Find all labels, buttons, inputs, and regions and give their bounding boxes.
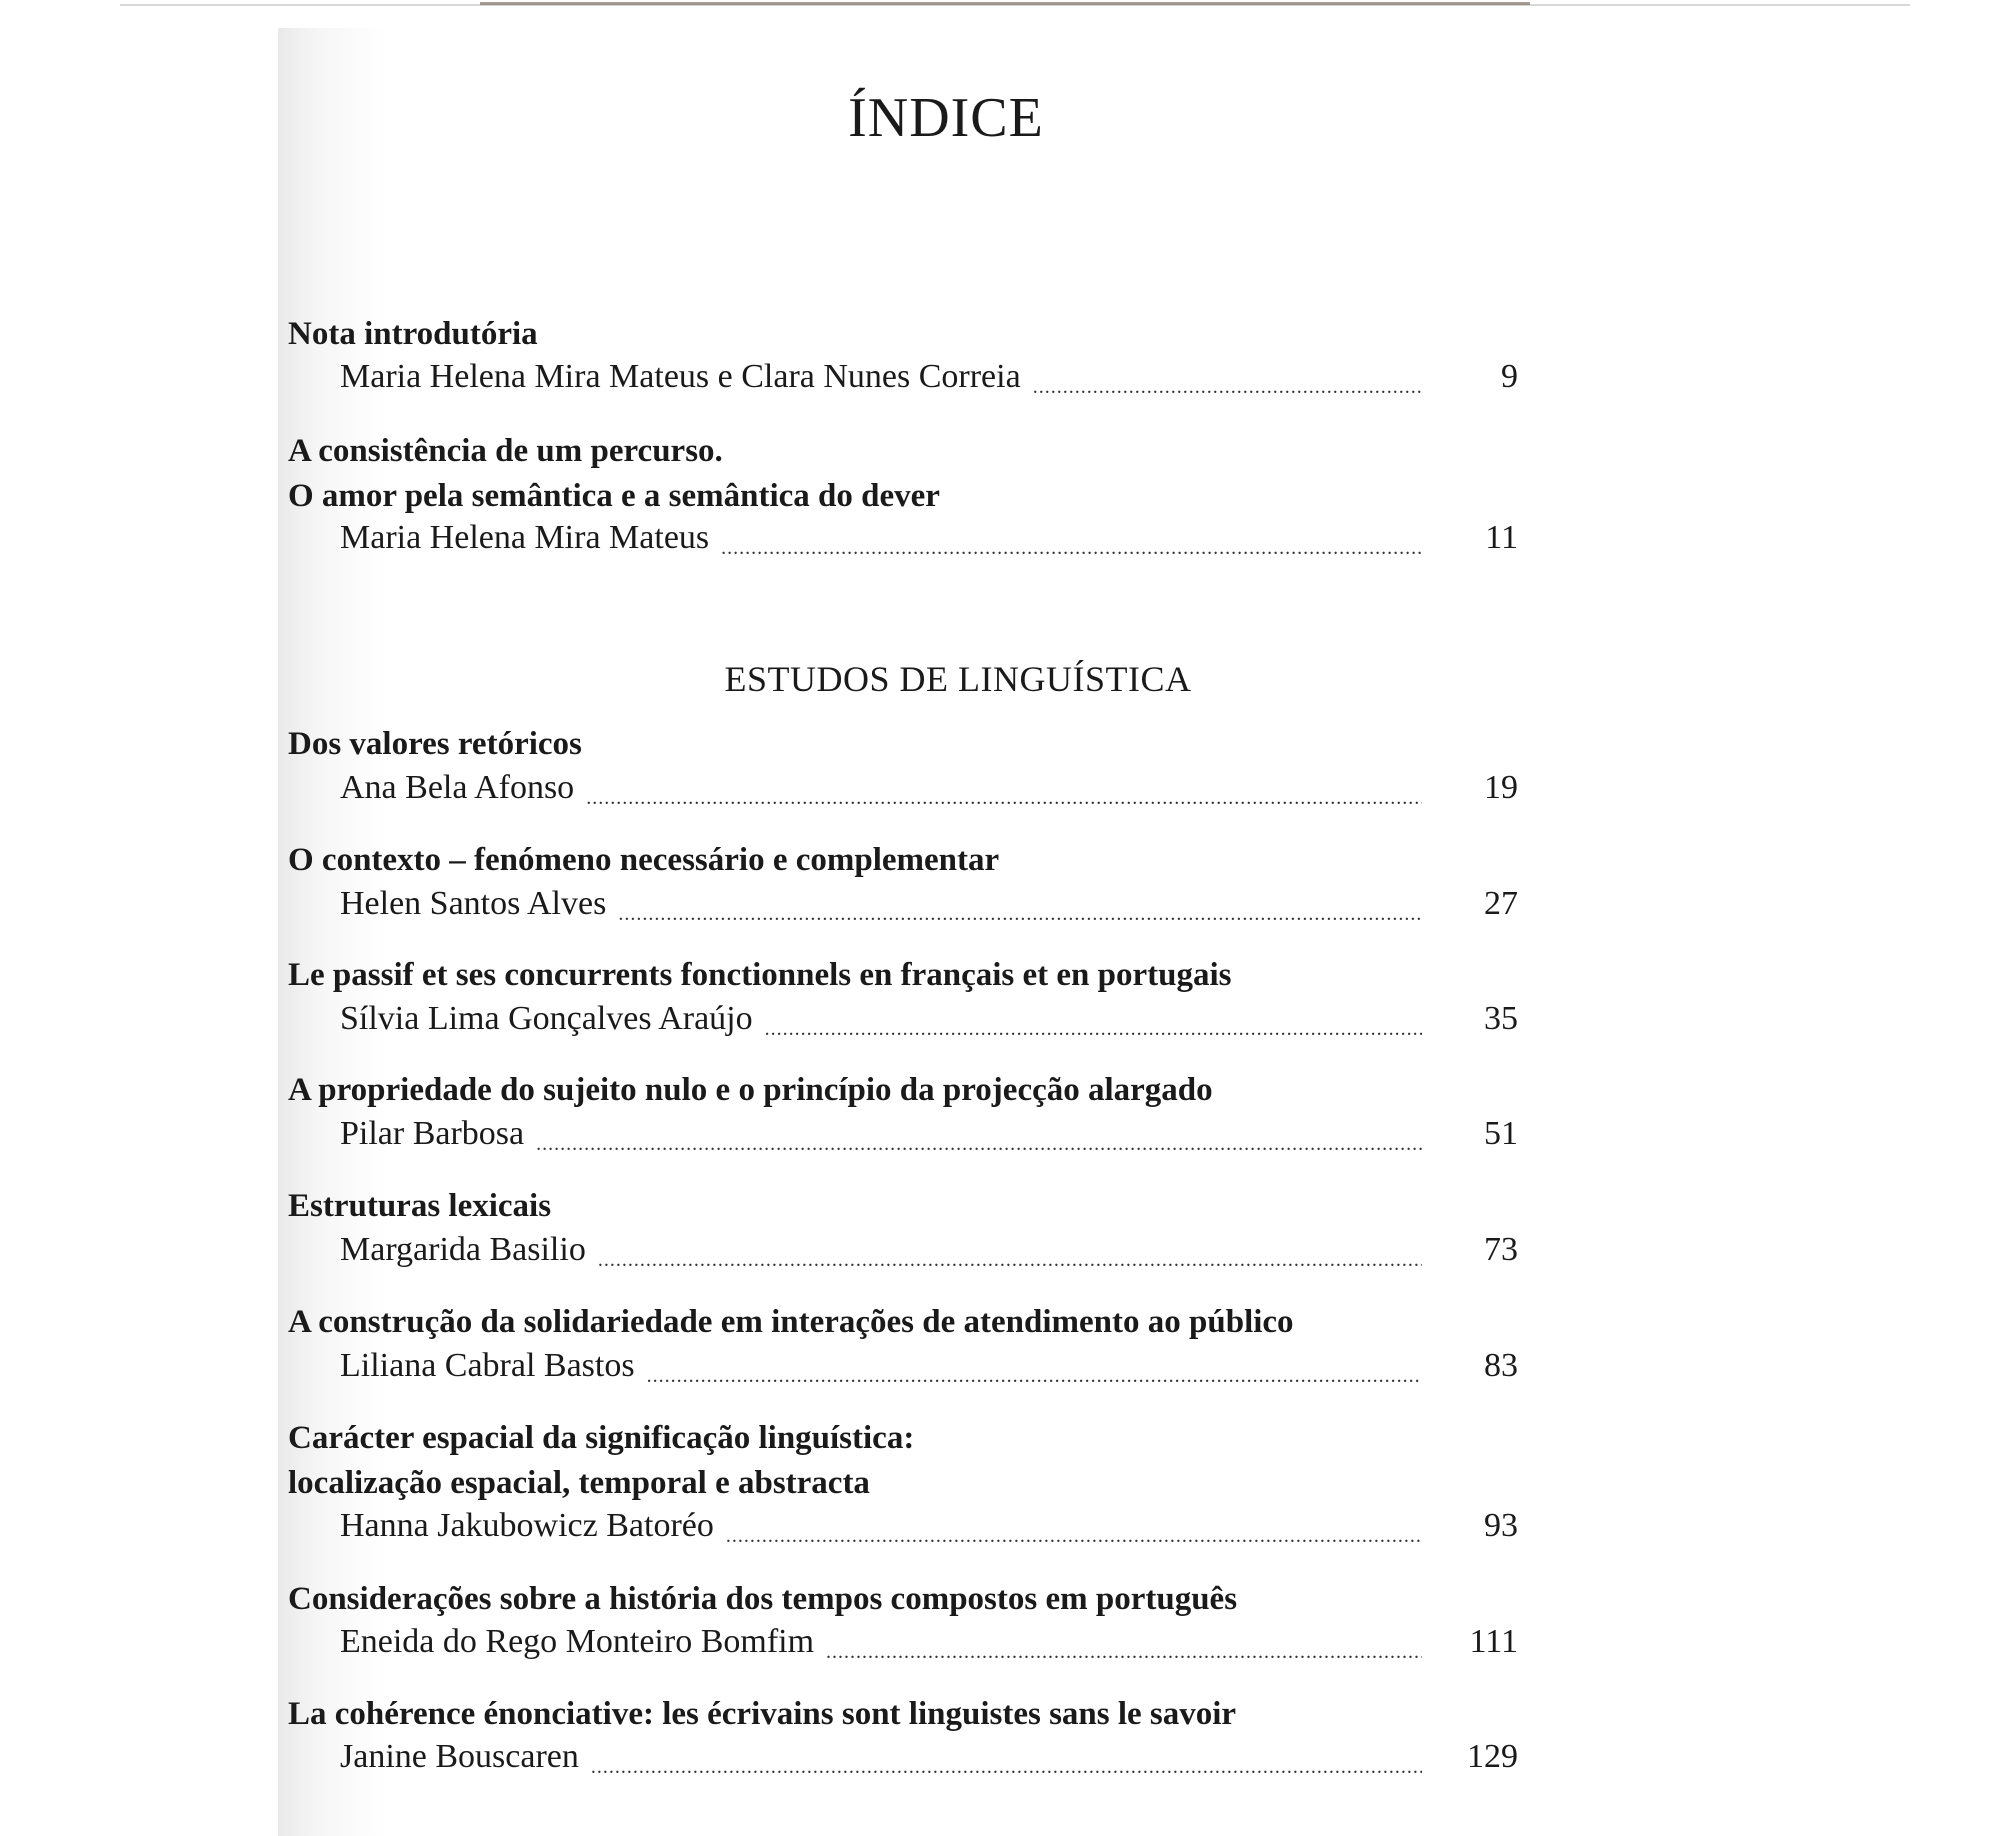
entry-author: Ana Bela Afonso xyxy=(340,769,575,806)
entry-page-number: 35 xyxy=(1484,1000,1518,1037)
dot-leader xyxy=(618,903,1422,926)
entry-author: Helen Santos Alves xyxy=(340,885,607,922)
entry-author: Liliana Cabral Bastos xyxy=(340,1347,635,1384)
entry-page-number: 51 xyxy=(1484,1115,1518,1152)
entry-author: Eneida do Rego Monteiro Bomfim xyxy=(340,1623,815,1660)
section-heading: ESTUDOS DE LINGUÍSTICA xyxy=(724,659,1192,699)
dot-leader xyxy=(1033,376,1422,399)
toc-entry-line[interactable] xyxy=(340,1347,1518,1389)
entry-author: Maria Helena Mira Mateus e Clara Nunes Correia xyxy=(340,358,1021,395)
entry-title: Nota introdutória xyxy=(288,316,538,352)
top-rule-accent xyxy=(480,2,1530,5)
entry-page-number: 93 xyxy=(1484,1507,1518,1544)
page-title: ÍNDICE xyxy=(848,87,1044,149)
dot-leader xyxy=(647,1365,1422,1388)
entry-author: Margarida Basilio xyxy=(340,1231,586,1268)
entry-title: A propriedade do sujeito nulo e o princípio da projecção alargado xyxy=(288,1072,1213,1108)
entry-title: Carácter espacial da significação linguística: xyxy=(288,1420,915,1456)
toc-entry-line[interactable] xyxy=(340,1623,1518,1665)
dot-leader xyxy=(591,1756,1422,1779)
toc-entry-line[interactable] xyxy=(340,769,1518,811)
entry-title: O contexto – fenómeno necessário e complementar xyxy=(288,842,1000,878)
dot-leader xyxy=(726,1525,1422,1548)
toc-entry-line[interactable] xyxy=(340,358,1518,400)
entry-title: O amor pela semântica e a semântica do dever xyxy=(288,478,940,514)
toc-entry-line[interactable] xyxy=(340,1738,1518,1780)
toc-entry-line[interactable] xyxy=(340,519,1518,561)
dot-leader xyxy=(586,787,1422,810)
entry-title: La cohérence énonciative: les écrivains sont linguistes sans le savoir xyxy=(288,1696,1237,1732)
entry-title: Considerações sobre a história dos tempos compostos em português xyxy=(288,1581,1238,1617)
index-page xyxy=(278,28,1638,1836)
toc-entry-line[interactable] xyxy=(340,1115,1518,1157)
entry-title: Dos valores retóricos xyxy=(288,726,582,762)
entry-author: Sílvia Lima Gonçalves Araújo xyxy=(340,1000,753,1037)
toc-entry-line[interactable] xyxy=(340,1507,1518,1549)
dot-leader xyxy=(536,1133,1422,1156)
toc-entry-line[interactable] xyxy=(340,1000,1518,1042)
entry-title: Le passif et ses concurrents fonctionnels en français et en portugais xyxy=(288,957,1232,993)
entry-author: Hanna Jakubowicz Batoréo xyxy=(340,1507,714,1544)
entry-page-number: 73 xyxy=(1484,1231,1518,1268)
entry-page-number: 83 xyxy=(1484,1347,1518,1384)
entry-title: A construção da solidariedade em interações de atendimento ao público xyxy=(288,1304,1294,1340)
entry-page-number: 11 xyxy=(1485,519,1518,556)
entry-page-number: 9 xyxy=(1501,358,1518,395)
dot-leader xyxy=(826,1641,1422,1664)
entry-title: Estruturas lexicais xyxy=(288,1188,552,1224)
entry-author: Maria Helena Mira Mateus xyxy=(340,519,710,556)
dot-leader xyxy=(765,1018,1422,1041)
toc-entry-line[interactable] xyxy=(340,1231,1518,1273)
toc-entry-line[interactable] xyxy=(340,885,1518,927)
dot-leader xyxy=(598,1249,1422,1272)
entry-page-number: 111 xyxy=(1469,1623,1518,1660)
entry-author: Pilar Barbosa xyxy=(340,1115,525,1152)
entry-page-number: 27 xyxy=(1484,885,1518,922)
dot-leader xyxy=(721,537,1422,560)
entry-title: A consistência de um percurso. xyxy=(288,433,723,469)
entry-title: localização espacial, temporal e abstracta xyxy=(288,1465,870,1501)
entry-author: Janine Bouscaren xyxy=(340,1738,579,1775)
entry-page-number: 129 xyxy=(1467,1738,1518,1775)
entry-page-number: 19 xyxy=(1484,769,1518,806)
